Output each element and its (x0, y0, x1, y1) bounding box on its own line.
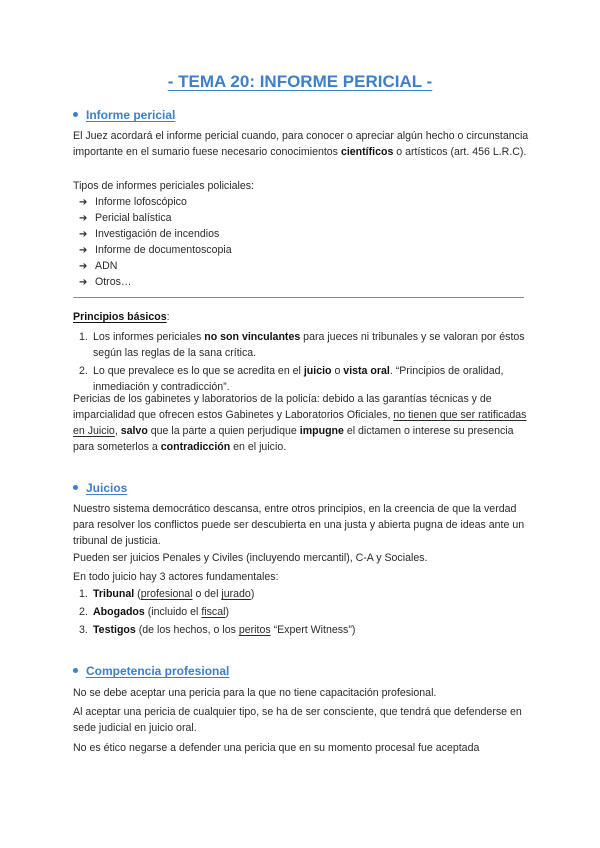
section-heading-competencia-profesional: Competencia profesional (73, 664, 229, 678)
arrow-right-icon: ➔ (79, 229, 88, 240)
actors-list (73, 586, 533, 640)
juicios-paragraph-1: Nuestro sistema democrático descansa, entre otros principios, en la creencia de que la verdad para resolver los conflictos puede ser descubierta en una justa y abierta pugna de ideas ante un tribunal de justicia. (73, 503, 525, 547)
section-heading-juicios: Juicios (73, 481, 127, 495)
types-label: Tipos de informes periciales policiales: (73, 180, 254, 192)
list-item: 2. Abogados (incluido el fiscal) (79, 606, 229, 618)
list-item: ➔ Investigación de incendios (79, 226, 232, 242)
list-item: ➔ ADN (79, 258, 232, 274)
closing-paragraph: Pericias de los gabinetes y laboratorios de la policía: debido a las garantías técnicas y de imparcialidad que ofrecen estos Gabinetes y Laboratorios Oficiales, no tienen que ser ratificadas en Juicio, salvo que la parte a quien perjudique impugne el dictamen o interese su presencia para someterlos a contradicción en el juicio. (73, 393, 527, 453)
types-list (79, 194, 232, 290)
arrow-right-icon: ➔ (79, 277, 88, 288)
bullet-dot-icon (73, 668, 78, 673)
bullet-dot-icon (73, 485, 78, 490)
competencia-paragraph-1: No se debe aceptar una pericia para la que no tiene capacitación profesional. (73, 687, 437, 699)
list-item: 3. Testigos (de los hechos, o los peritos “Expert Witness”) (79, 624, 356, 636)
arrow-right-icon: ➔ (79, 261, 88, 272)
list-item: 2. Lo que prevalece es lo que se acredita en el juicio o vista oral. “Principios de oralidad, inmediación y contradicción”. (79, 365, 504, 393)
list-item: 1. Tribunal (profesional o del jurado) (79, 588, 255, 600)
list-item: ➔ Otros… (79, 274, 232, 290)
competencia-paragraph-2: Al aceptar una pericia de cualquier tipo, se ha de ser consciente, que tendrá que defenderse en sede judicial en juicio oral. (73, 706, 522, 734)
principles-list (73, 329, 533, 397)
list-item: 1. Los informes periciales no son vinculantes para jueces ni tribunales y se valoran por éstos según las reglas de la sana crítica. (79, 331, 525, 359)
bullet-dot-icon (73, 112, 78, 117)
page-title: - TEMA 20: INFORME PERICIAL - (167, 72, 433, 91)
arrow-right-icon: ➔ (79, 245, 88, 256)
principles-heading: Principios básicos: (73, 311, 170, 323)
juicios-paragraph-2: Pueden ser juicios Penales y Civiles (incluyendo mercantil), C-A y Sociales. (73, 552, 428, 564)
section-heading-informe-pericial: Informe pericial (73, 108, 175, 122)
list-item: ➔ Informe lofoscópico (79, 194, 232, 210)
arrow-right-icon: ➔ (79, 213, 88, 224)
juicios-paragraph-3: En todo juicio hay 3 actores fundamentales: (73, 571, 279, 583)
arrow-right-icon: ➔ (79, 197, 88, 208)
list-item: ➔ Pericial balística (79, 210, 232, 226)
horizontal-divider (73, 297, 524, 298)
intro-paragraph: El Juez acordará el informe pericial cuando, para conocer o apreciar algún hecho o circunstancia importante en el sumario fuese necesario conocimientos científicos o artísticos (art. 456 L.R.C). (73, 130, 529, 158)
list-item: ➔ Informe de documentoscopia (79, 242, 232, 258)
competencia-paragraph-3: No es ético negarse a defender una pericia que en su momento procesal fue aceptada (73, 742, 480, 754)
